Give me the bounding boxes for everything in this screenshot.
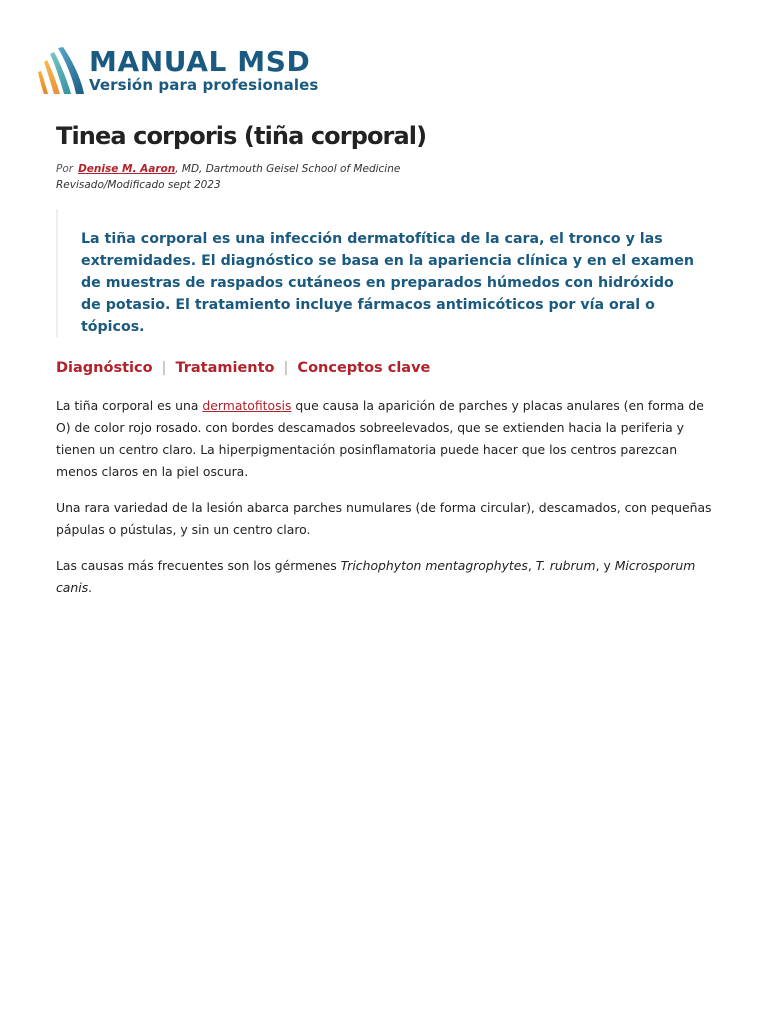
body-paragraph-1 — [56, 395, 714, 483]
p3-text-start: Las causas más frecuentes son los gérmenes — [56, 558, 341, 573]
page-title: Tinea corporis (tiña corporal) — [56, 122, 427, 150]
site-header — [36, 46, 318, 96]
p3-text-end: . — [88, 580, 93, 595]
brand-subtitle: Versión para profesionales — [89, 76, 319, 94]
p1-text-start: La tiña corporal es una — [56, 398, 203, 413]
dermatofitosis-link[interactable]: dermatofitosis — [202, 398, 292, 413]
author-link[interactable]: Denise M. Aaron — [78, 163, 176, 175]
p3-separator-1: , — [527, 558, 536, 573]
topic-nav — [56, 357, 430, 379]
species-trichophyton: Trichophyton mentagrophytes — [340, 558, 528, 573]
revised-date: Revisado/Modificado sept 2023 — [56, 179, 221, 191]
toc-separator: | — [161, 360, 167, 376]
summary-text: La tiña corporal es una infección dermatofítica de la cara, el tronco y las extremidades. El diagnóstico se basa en la apariencia clínica y en el examen de muestras de raspados cutáneos en preparados húmedos con hidróxido de potasio. El tratamiento incluye fármacos antimicóticos por vía oral o tópicos. — [81, 231, 694, 335]
logo-text[interactable] — [89, 47, 318, 94]
author-line — [56, 161, 400, 177]
body-paragraph-2: Una rara variedad de la lesión abarca parches numulares (de forma circular), descamados, con pequeñas pápulas o pústulas, y sin un centro claro. — [56, 500, 712, 537]
species-t-rubrum: T. rubrum — [535, 558, 596, 573]
author-affiliation: , MD, Dartmouth Geisel School of Medicine — [175, 163, 401, 175]
p3-separator-2: , y — [595, 558, 615, 573]
byline-prefix: Por — [56, 163, 74, 175]
p1-text-end: que causa la aparición de parches y placas anulares (en forma de O) de color rojo rosado. con bordes descamados sobreelevados, que se extienden hacia la periferia y tienen un centro claro. La hiperpigmentación posinflamatoria puede hacer que los centros parezcan menos claros en la piel oscura. — [56, 398, 704, 479]
toc-separator: | — [283, 360, 289, 376]
byline — [56, 161, 400, 193]
toc-link-tratamiento[interactable]: Tratamiento — [175, 360, 275, 376]
brand-name: MANUAL MSD — [89, 45, 311, 78]
body-paragraph-3 — [56, 555, 714, 599]
species-microsporum: Microsporum canis — [56, 558, 696, 595]
msd-logo-icon[interactable] — [36, 46, 86, 96]
summary-box — [56, 209, 696, 337]
toc-link-conceptos-clave[interactable]: Conceptos clave — [297, 360, 431, 376]
toc-link-diagnostico[interactable]: Diagnóstico — [56, 360, 153, 376]
